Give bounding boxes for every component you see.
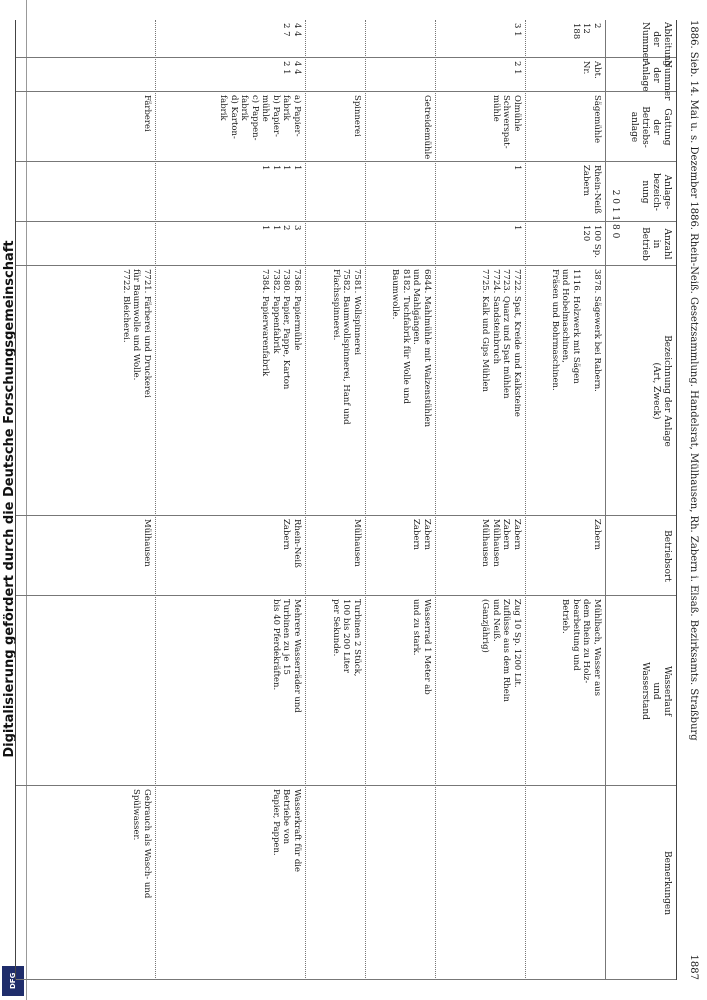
table-cell <box>368 225 432 263</box>
table-cell: 4 4 2 1 <box>281 61 302 75</box>
column-header: Bezeichnung der Anlage (Art, Zweck) <box>651 335 672 447</box>
column-c9 <box>16 786 676 980</box>
table-cell <box>68 225 152 263</box>
column-header: Gattung der Betriebs- anlage <box>629 106 672 148</box>
table-cell: Mülhausen <box>352 519 362 567</box>
table-cell <box>68 599 152 783</box>
table-cell <box>68 23 152 55</box>
table-cell <box>438 789 522 977</box>
table-cell: Zug 10 Sp. 1200 Lit. Zuflüsse aus dem Rhein und Neiß. (Ganzjährig) <box>480 599 522 702</box>
column-header: Betriebsort <box>662 530 672 582</box>
table-cell: Zabern Zabern <box>411 519 432 550</box>
table-cell: Mehrere Wasserräder und Turbinen zu je 15 bis 40 Pferdekräften. <box>271 599 302 713</box>
table-cell: 100 Sp. 120 <box>581 225 602 258</box>
column-header: Anlage- bezeich- nung <box>640 173 672 211</box>
row-rule <box>525 20 526 980</box>
table-cell: Rhein-Neiß Zabern <box>581 165 602 214</box>
column-c8 <box>16 596 676 786</box>
page-number: 1887 <box>688 954 699 980</box>
table-cell <box>528 789 602 977</box>
table-cell <box>368 165 432 219</box>
column-c2 <box>16 58 676 101</box>
table-cell: 4 4 2 7 <box>281 23 302 37</box>
column-c7 <box>16 516 676 596</box>
table-cell: 1 1 1 1 <box>260 165 302 171</box>
row-rule <box>305 20 306 980</box>
row-rule <box>365 20 366 980</box>
table-cell: Zabern <box>592 519 602 550</box>
table-cell: a) Papier- fabrik b) Papier- mühle c) Pappen- fabrik d) Karton- fabrik <box>218 95 302 141</box>
table-cell: 3 2 1 1 <box>260 225 302 231</box>
table-cell: Ölmühle Schwerspat- mühle <box>491 95 522 149</box>
table-cell: Mülhausen <box>142 519 152 567</box>
table-cell: Abt. Nr. <box>581 61 602 79</box>
dfg-logo-text: DFG <box>9 972 17 990</box>
column-c1 <box>16 20 676 67</box>
table-cell: Spinnerei <box>352 95 362 137</box>
column-c5 <box>16 222 676 266</box>
column-header: Bemerkungen <box>662 850 672 916</box>
column-header: Nummer der Anlage <box>640 60 672 101</box>
table-cell: 2 12 188 <box>571 23 602 40</box>
table-cell: 3878. Sägewerk bei Rabern. 1116. Holzwerk mit Sägen und Hobelmaschinen, Fräsen und Bohrmaschinen. <box>550 269 602 392</box>
table-cell: Mühlbach, Wasser aus dem Rhein zu Holz- bearbeitung und Betrieb. <box>560 599 602 697</box>
table-cell <box>368 789 432 977</box>
table-cell <box>308 61 362 89</box>
table-cell: Zabern Zabern Mülhausen Mülhausen <box>480 519 522 567</box>
table-cell: Sägemühle <box>592 95 602 144</box>
column-c6 <box>16 266 676 516</box>
table-cell <box>368 23 432 55</box>
banner-text: Digitalisierung gefördert durch die Deutsche Forschungsgemeinschaft <box>2 240 17 758</box>
data-table <box>15 20 677 980</box>
table-cell: Wasserkraft für die Betriebe von Papier, Pappen. <box>271 789 302 873</box>
table-cell: Turbinen 2 Stück, 100 bis 200 Liter per Sekunde. <box>331 599 362 677</box>
header-subline: 2 0 1 1 8 0 <box>610 189 620 239</box>
table-cell: 7722. Spat, Kreide und Kalksteine 7723. Quarz und Spat mühlen 7724. Sandsteinbruch 7725. Kalk und Gips Mühlen <box>480 269 522 417</box>
page-header-text: 1886. Sieb. 14. Mai u. s. Dezember 1886. Rhein-Neiß. Gesetzsammlung. Handelsrat, Mülhausen, Rh. Zabern i. Elsaß. Bezirksamts. Straßburg <box>688 20 699 741</box>
table-cell <box>308 165 362 219</box>
page-header <box>688 20 699 980</box>
table-cell: Färberei <box>142 95 152 132</box>
table-cell <box>308 23 362 55</box>
table-cell: 1 <box>512 165 522 171</box>
table-cell: 3 1 <box>512 23 522 37</box>
column-header: Anzahl in Betrieb <box>640 227 672 261</box>
header-rule <box>605 20 606 980</box>
table-cell: 7368. Papiermühle 7380. Papier, Pappe, Karton 7382. Pappenfabrik 7384. Papierwarenfabrik <box>260 269 302 390</box>
table-cell: Getreidemühle <box>422 95 432 159</box>
table-cell <box>308 225 362 263</box>
column-header: Ableitung der Nummer <box>640 22 672 67</box>
column-c3 <box>16 92 676 162</box>
table-cell: Gebrauch als Wasch- und Spülwasser. <box>131 789 152 899</box>
table-cell: 7721. Färberei und Druckerei für Baumwolle und Wolle. 7722. Bleicherei. <box>121 269 152 398</box>
table-cell <box>68 165 152 219</box>
column-c4 <box>16 162 676 222</box>
table-cell: Wasserrad 1 Meter ab und zu stark. <box>411 599 432 695</box>
table-cell <box>368 61 432 89</box>
table-cell: 1 <box>512 225 522 231</box>
column-header: Wasserlauf und Wasserstand <box>640 662 672 720</box>
table-cell: Rhein-Neiß Zabern <box>281 519 302 568</box>
table-cell: 2 1 <box>512 61 522 75</box>
table-cell: 6844. Mahlmühle mit Walzenstühlen und Mahlgängen. 8182. Tuchfabrik für Wolle und Baumwolle. <box>390 269 432 428</box>
row-rule <box>435 20 436 980</box>
row-rule <box>155 20 156 980</box>
table-cell <box>308 789 362 977</box>
table-cell <box>68 61 152 89</box>
table-cell: 7581. Wollspinnerei 7582. Baumwollspinnerei, Hanf und Flachsspinnerei. <box>331 269 362 425</box>
